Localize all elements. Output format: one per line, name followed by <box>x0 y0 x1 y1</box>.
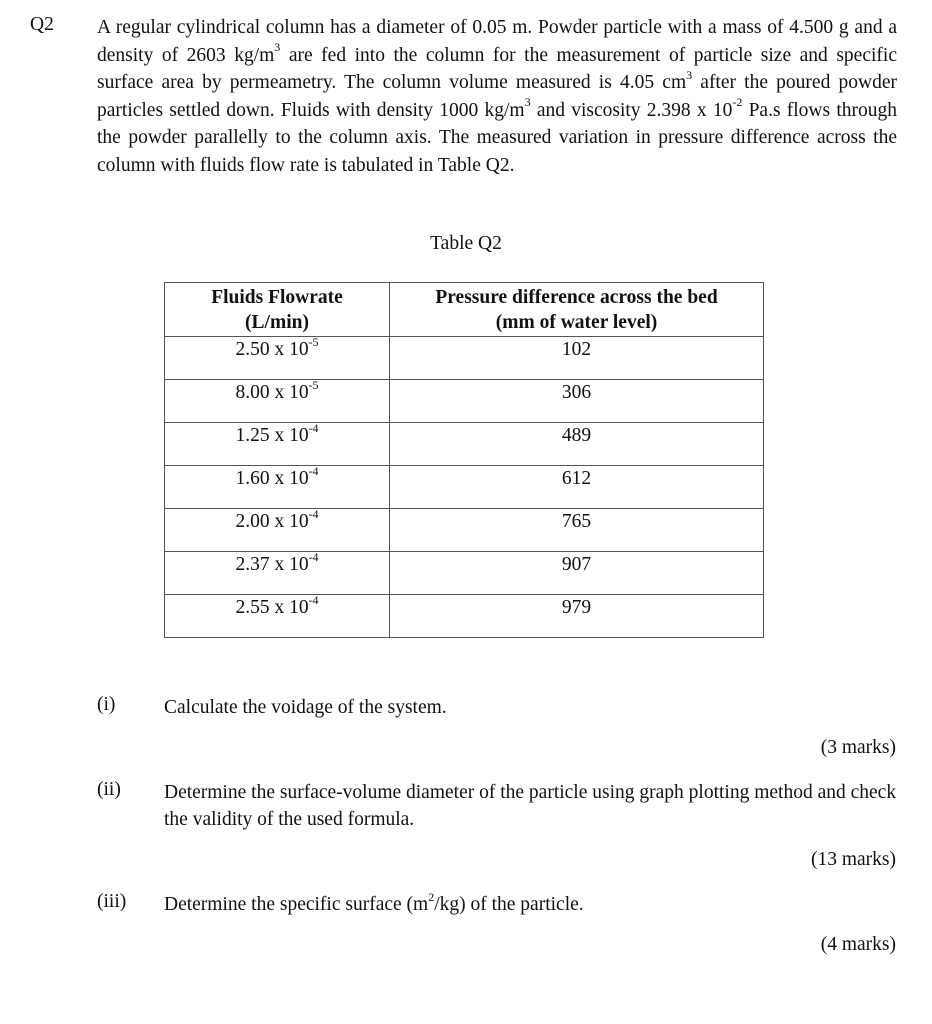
table-row <box>165 595 764 638</box>
flowrate-mantissa: 8.00 x 10 <box>235 382 309 403</box>
part-ii-label: (ii) <box>97 779 121 800</box>
pressure-cell: 765 <box>390 509 764 552</box>
flowrate-mantissa: 1.25 x 10 <box>235 425 309 446</box>
table-row <box>165 466 764 509</box>
flowrate-exponent: -4 <box>308 549 319 564</box>
header-pressure-line1: Pressure difference across the bed <box>435 286 718 308</box>
header-pressure <box>390 283 764 337</box>
flowrate-mantissa: 2.50 x 10 <box>235 339 309 360</box>
table-row <box>165 380 764 423</box>
part-iii-marks: (4 marks) <box>820 934 896 955</box>
flowrate-cell <box>165 463 390 509</box>
pressure-cell: 979 <box>390 595 764 638</box>
part-i-label: (i) <box>97 694 116 715</box>
flowrate-mantissa: 1.60 x 10 <box>235 468 309 489</box>
flowrate-mantissa: 2.55 x 10 <box>235 597 309 618</box>
table-header-row <box>165 283 764 337</box>
part-i-text: Calculate the voidage of the system. <box>164 697 447 718</box>
table-row <box>165 509 764 552</box>
flowrate-cell <box>165 334 390 380</box>
flowrate-exponent: -4 <box>308 506 319 521</box>
header-pressure-line2: (mm of water level) <box>495 311 658 333</box>
question-number: Q2 <box>30 14 54 35</box>
part-ii-text: Determine the surface-volume diameter of the particle using graph plotting method and check the validity of the used formula. <box>164 782 897 830</box>
table-caption: Table Q2 <box>430 233 502 254</box>
stem-text-1: A regular cylindrical column has a diameter of 0.05 m. Powder particle with a mass of 4.500 g and a density of 2603 kg/m <box>97 17 897 66</box>
pressure-cell: 489 <box>390 423 764 466</box>
part-iii-text <box>164 891 899 918</box>
flowrate-exponent: -4 <box>308 592 319 607</box>
question-stem <box>97 14 897 179</box>
flowrate-cell <box>165 420 390 466</box>
data-table <box>164 282 764 638</box>
table-row <box>165 423 764 466</box>
flowrate-mantissa: 2.00 x 10 <box>235 511 309 532</box>
table-row <box>165 552 764 595</box>
flowrate-cell <box>165 549 390 595</box>
flowrate-mantissa: 2.37 x 10 <box>235 554 309 575</box>
pressure-cell: 306 <box>390 380 764 423</box>
stem-superscript-3: 3 <box>524 95 531 109</box>
part-iii-text-b: /kg) of the particle. <box>434 894 584 915</box>
flowrate-exponent: -5 <box>308 334 319 349</box>
stem-superscript-1: 3 <box>274 40 281 54</box>
header-flowrate <box>165 283 390 337</box>
table-row <box>165 337 764 380</box>
flowrate-exponent: -4 <box>308 463 319 478</box>
stem-text-4: and viscosity 2.398 x 10 <box>530 99 733 121</box>
part-ii-marks: (13 marks) <box>810 849 896 870</box>
stem-superscript-4: -2 <box>732 95 743 109</box>
stem-superscript-2: 3 <box>686 67 693 82</box>
flowrate-cell <box>165 377 390 423</box>
flowrate-exponent: -5 <box>308 377 319 392</box>
flowrate-cell <box>165 506 390 552</box>
part-iii-superscript: 2 <box>428 889 435 904</box>
part-i-marks: (3 marks) <box>820 737 896 758</box>
header-flowrate-line2: (L/min) <box>245 311 309 333</box>
flowrate-cell <box>165 592 390 638</box>
stem-text-2: are fed into the column for the measurement of particle size and specific surface area by permeametry. The column volume measured is 4.05 cm <box>97 44 897 93</box>
flowrate-exponent: -4 <box>308 420 319 435</box>
stem-text-3: after the poured powder particles settled down. Fluids with density 1000 kg/m <box>97 72 897 121</box>
part-iii-text-a: Determine the specific surface (m <box>164 894 429 915</box>
header-flowrate-line1: Fluids Flowrate <box>211 286 343 308</box>
pressure-cell: 907 <box>390 552 764 595</box>
pressure-cell: 612 <box>390 466 764 509</box>
part-iii-label: (iii) <box>97 891 127 912</box>
stem-text-5: Pa.s flows through the powder parallelly to the column axis. The measured variation in pressure difference across the column with fluids flow rate is tabulated in Table Q2. <box>97 99 897 176</box>
pressure-cell: 102 <box>390 337 764 380</box>
